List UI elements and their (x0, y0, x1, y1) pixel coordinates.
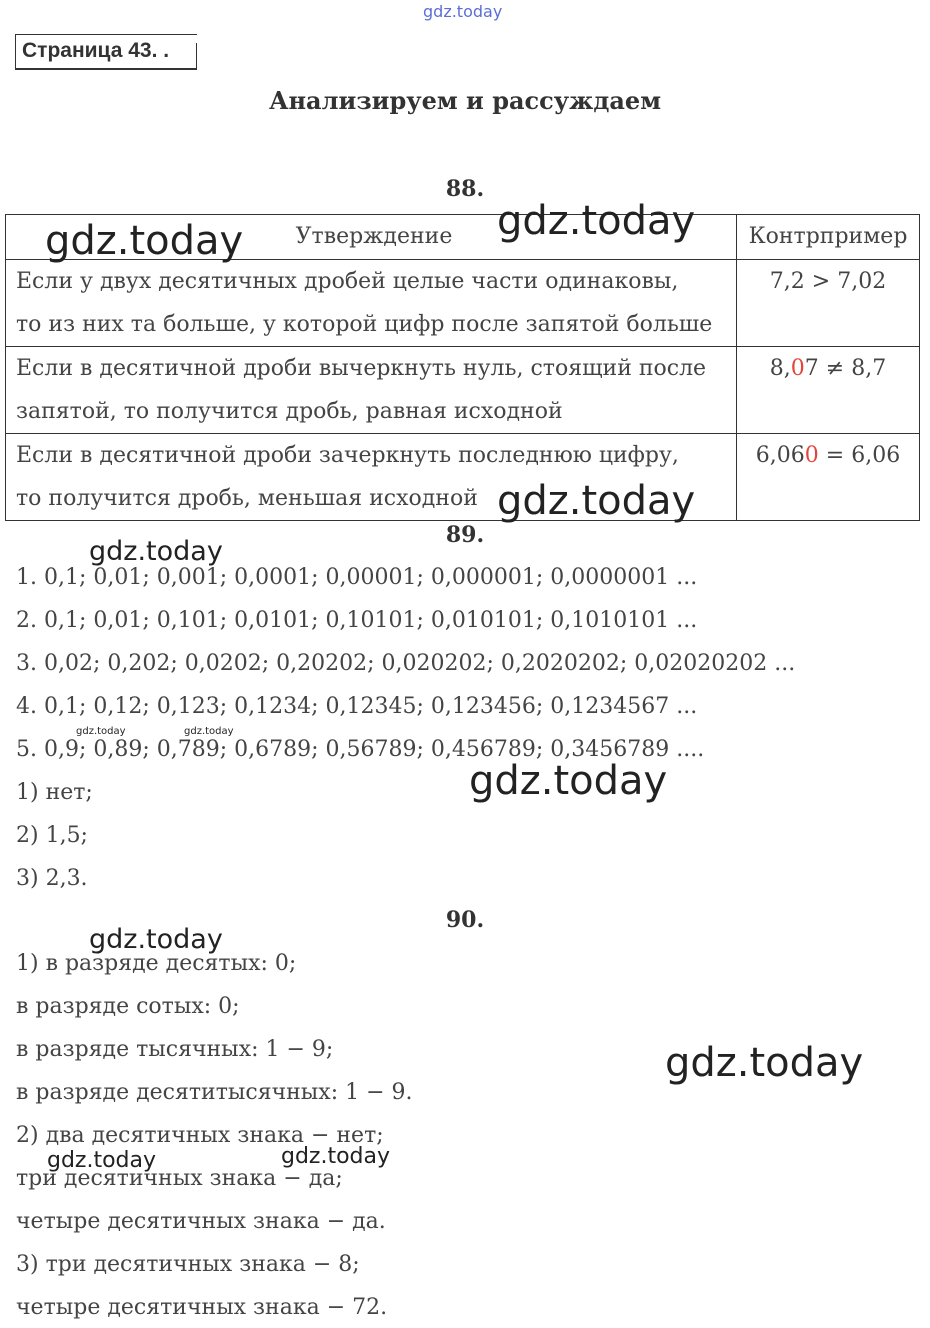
counter-part: 7 ≠ 8,7 (804, 356, 887, 381)
watermark: gdz.today (89, 536, 223, 567)
statement-line: Если у двух десятичных дробей целые части одинаковы, (16, 269, 679, 294)
counter-part: = 6,06 (818, 443, 901, 468)
answer-line: в разряде десятитысячных: 1 − 9. (16, 1080, 413, 1105)
table-row (6, 347, 920, 434)
answer-line: в разряде сотых: 0; (16, 994, 240, 1019)
table-row (6, 434, 920, 521)
answer-line: 2. 0,1; 0,01; 0,101; 0,0101; 0,10101; 0,010101; 0,1010101 ... (16, 608, 698, 633)
answer-line: 3. 0,02; 0,202; 0,0202; 0,20202; 0,020202; 0,2020202; 0,02020202 ... (16, 651, 796, 676)
answer-line: 1. 0,1; 0,01; 0,001; 0,0001; 0,00001; 0,000001; 0,0000001 ... (16, 565, 698, 590)
counterexample-cell: 7,2 > 7,02 (737, 260, 920, 347)
counter-part: 6,06 (755, 443, 805, 468)
watermark: gdz.today (497, 198, 696, 244)
answer-line: 3) три десятичных знака − 8; (16, 1252, 360, 1277)
task-90-number: 90. (445, 907, 485, 933)
answer-line: 5. 0,9; 0,89; 0,789; 0,6789; 0,56789; 0,456789; 0,3456789 .... (16, 737, 705, 762)
statement-line: Если в десятичной дроби зачеркнуть последнюю цифру, (16, 443, 679, 468)
header-counterexample: Контрпример (737, 215, 920, 260)
watermark: gdz.today (47, 1148, 157, 1173)
table-row (6, 260, 920, 347)
statement-line: то получится дробь, меньшая исходной (16, 486, 478, 511)
statement-line: Если в десятичной дроби вычеркнуть нуль, стоящий после (16, 356, 707, 381)
watermark: gdz.today (497, 478, 696, 524)
task-88-number: 88. (445, 176, 485, 202)
page-label: Страница 43. . (15, 34, 197, 70)
counterexample-cell (737, 434, 920, 521)
counterexample-cell (737, 347, 920, 434)
answer-line: 1) в разряде десятых: 0; (16, 951, 297, 976)
counter-part: 8, (769, 356, 791, 381)
statement-cell (6, 260, 737, 347)
header-statement: Утверждение (6, 215, 737, 260)
watermark: gdz.today (89, 924, 223, 955)
statement-cell (6, 347, 737, 434)
answer-line: три десятичных знака − да; (16, 1166, 343, 1191)
statement-line: то из них та больше, у которой цифр после запятой больше (16, 312, 713, 337)
statement-line: запятой, то получится дробь, равная исходной (16, 399, 563, 424)
watermark: gdz.today (45, 218, 244, 264)
answer-line: в разряде тысячных: 1 − 9; (16, 1037, 334, 1062)
highlighted-digit: 0 (790, 356, 805, 381)
page-title: Анализируем и рассуждаем (268, 86, 662, 115)
answer-line: 2) 1,5; (16, 823, 88, 848)
task-89-number: 89. (445, 522, 485, 548)
watermark: gdz.today (76, 726, 126, 737)
answer-line: 3) 2,3. (16, 866, 88, 891)
watermark-top: gdz.today (423, 2, 503, 21)
answer-line: 4. 0,1; 0,12; 0,123; 0,1234; 0,12345; 0,123456; 0,1234567 ... (16, 694, 698, 719)
watermark: gdz.today (665, 1040, 864, 1086)
watermark: gdz.today (184, 726, 234, 737)
answer-line: четыре десятичных знака − да. (16, 1209, 386, 1234)
answer-line: четыре десятичных знака − 72. (16, 1295, 388, 1320)
answer-line: 1) нет; (16, 780, 93, 805)
watermark: gdz.today (469, 758, 668, 804)
highlighted-digit: 0 (804, 443, 819, 468)
answer-line: 2) два десятичных знака − нет; (16, 1123, 384, 1148)
watermark: gdz.today (281, 1144, 391, 1169)
